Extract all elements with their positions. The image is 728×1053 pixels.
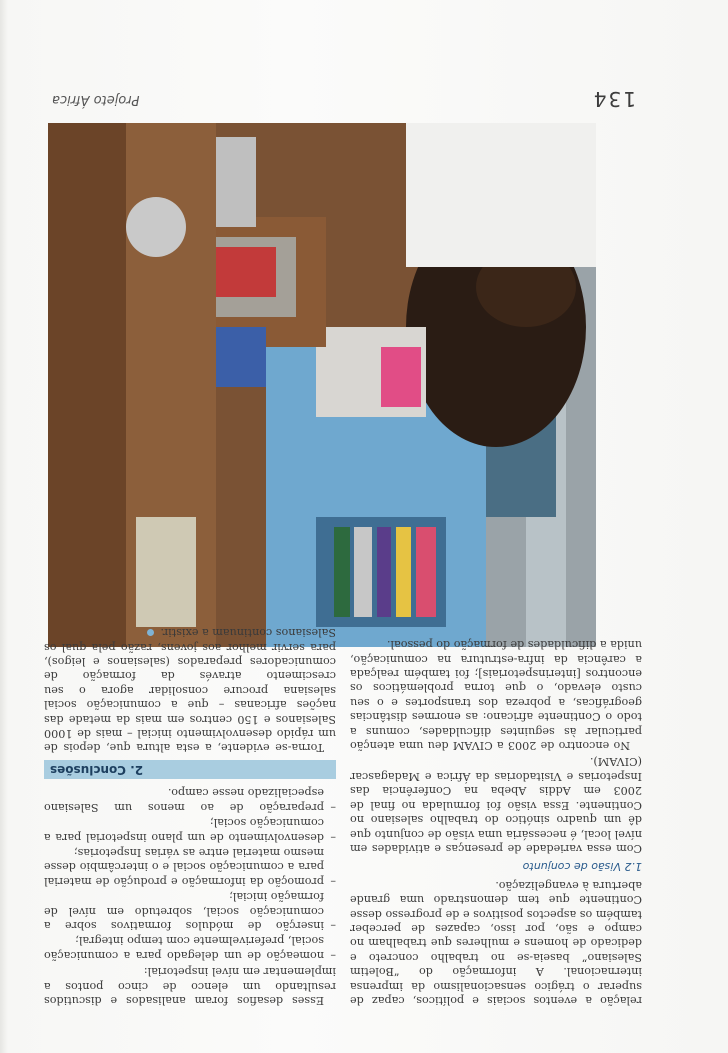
list-item: – nomeação de um delegado para a comunicação social, preferivelmente com tempo integral; — [44, 933, 336, 962]
photo-image — [48, 123, 596, 647]
paragraph — [44, 625, 336, 755]
left-column — [350, 635, 642, 1007]
list-item: – promoção da informação e produção de material para a comunicação social e o intercâmbio desse mesmo material entre as várias Inspetorias; — [44, 845, 336, 888]
section-heading: 1.2 Visão de conjunto — [522, 860, 642, 874]
running-title: Projeto África — [52, 92, 140, 107]
bullet-list — [44, 785, 336, 962]
end-of-article-mark — [147, 629, 154, 636]
section-heading-band: 2. Conclusões — [44, 761, 336, 779]
conclusion-text: Torna-se evidente, a esta altura que, depois de um rápido desenvolvimento inicial – mais de 1000 Salesianos e 150 centros em mais da metade das nações africanas – que a comunicação social salesiana procure consolidar agora o seu crescimento através da formação de comunicadores preparados (salesianos e leigos), para servir melhor aos jovens, razão pela qual os Salesianos continuam a existir. — [44, 626, 336, 755]
paragraph: No encontro de 2003 a CIVAM deu uma atenção particular às seguintes dificuldades, comuns a todo o Continente africano: as enormes distâncias geográficas, a pobreza dos transportes e o seu custo elevado, o que torna problemáticos os encontros [interinspetoriais]; foi também realçada a carência da infra-estrutura na comunicação, unida a dificuldades de formação do pessoal. — [350, 638, 642, 753]
page-number: 134 — [591, 87, 636, 111]
paragraph: Esses desafios foram analisados e discutidos resultando um elenco de cinco pontos a implementar em nível inspetorial: — [44, 965, 336, 1007]
right-column — [44, 623, 336, 1007]
list-item: – desenvolvimento de um plano inspetorial para a comunicação social; — [44, 815, 336, 844]
photo — [48, 123, 596, 647]
paragraph: relação a eventos sociais e políticos, capaz de superar o trágico sensacionalismo da imprensa internacional. A informação do “Boletim Salesiano” baseia-se no trabalho concreto e dedicado de homens e mulheres que trabalham no campo e são, por isso, capazes de perceber também os aspectos positivos e de progresso desse Continente que tem demonstrado uma grande abertura à evangelização. — [350, 878, 642, 1007]
paragraph: Com essa variedade de presenças e atividades em nível local, é necessária uma visão de conjunto que dê um quadro sinótico do trabalho salesiano no Continente. Essa visão foi formulada no final de 2003 em Addis Abeba na Conferência das Inspetorias e Visitadorias da África e Madagascar (CIVAM). — [350, 755, 642, 855]
list-item: – preparação de ao menos um Salesiano especializado nesse campo. — [44, 785, 336, 814]
list-item: – inserção de módulos formativos sobre a comunicação social, sobretudo em nível de formação inicial; — [44, 889, 336, 932]
